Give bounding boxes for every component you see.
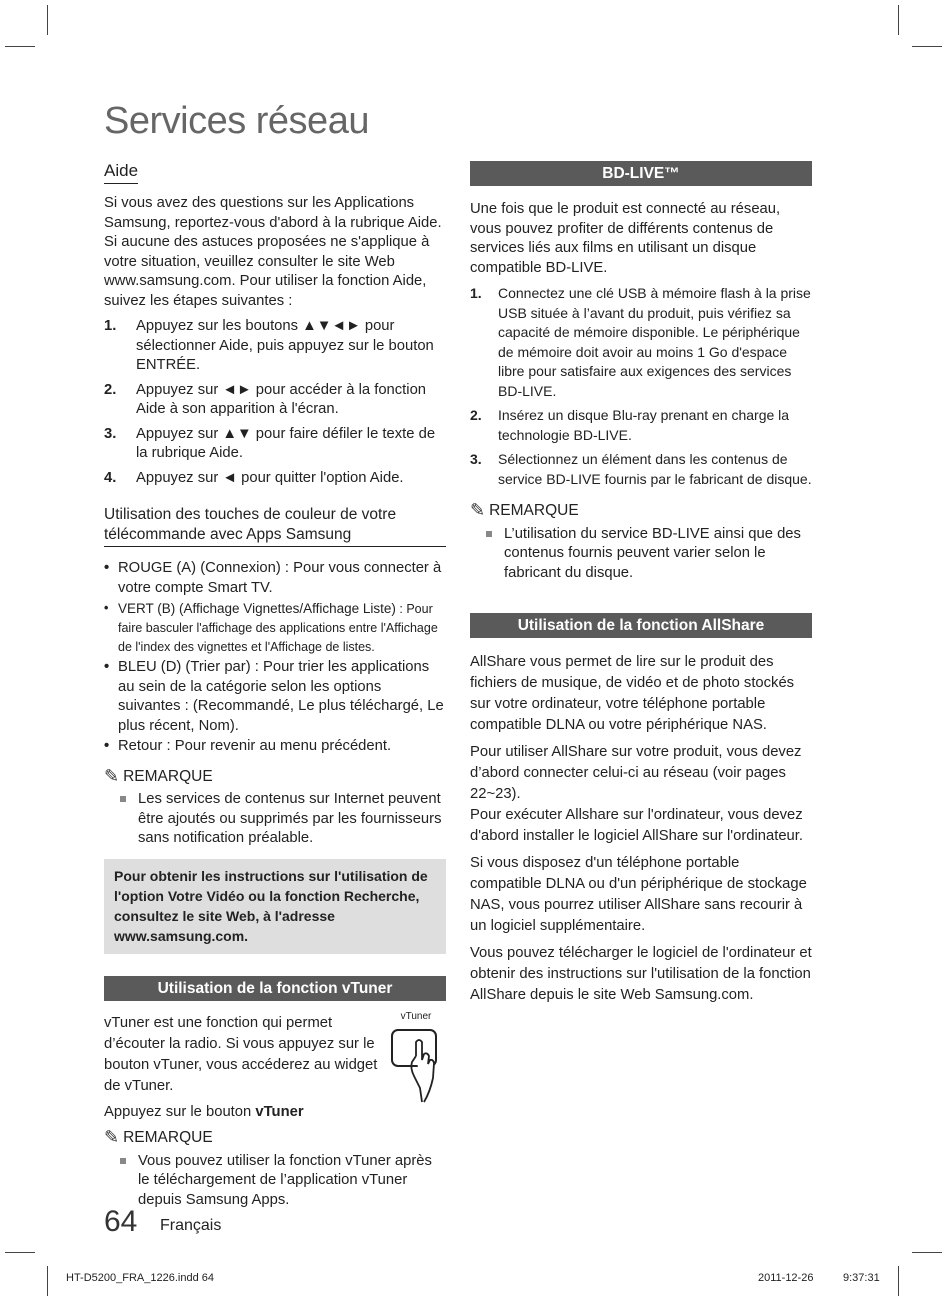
crop-mark — [5, 46, 35, 47]
remarque-heading: ✎ REMARQUE — [104, 765, 213, 786]
remarque-heading: ✎ REMARQUE — [470, 500, 579, 520]
allshare-p3: Pour exécuter Allshare sur l'ordinateur, vous devez d'abord installer le logiciel AllShare sur l'ordinateur. — [470, 807, 804, 844]
aide-intro: Si vous avez des questions sur les Applications Samsung, reportez-vous d'abord à la rubrique Aide. Si aucune des astuces proposées ne s'applique à votre situation, veuillez consulter le site Web www.samsung.com. Pour utiliser la fonction Aide, suivez les étapes suivantes : — [104, 195, 442, 309]
aide-steps — [104, 317, 446, 488]
note: Les services de contenus sur Internet peuvent être ajoutés ou supprimés par les fournisseurs sans notification préalable. — [104, 790, 446, 849]
page-language: Français — [160, 1217, 222, 1234]
bdlive-steps — [470, 284, 812, 489]
aide-step: 1. Appuyez sur les boutons ▲▼◄► pour sélectionner Aide, puis appuyez sur le bouton ENTRÉE. — [104, 318, 434, 373]
bdlive-step: 2. Insérez un disque Blu-ray prenant en charge la technologie BD-LIVE. — [470, 407, 790, 443]
vtuner-text: vTuner est une fonction qui permet d’écouter la radio. Si vous appuyez sur le bouton vTuner, vous accéderez au widget de vTuner. — [104, 1014, 378, 1094]
slug-date: 2011-12-26 — [758, 1272, 814, 1284]
slug-file: HT-D5200_FRA_1226.indd 64 — [66, 1272, 214, 1284]
aide-step: 2. Appuyez sur ◄► pour accéder à la fonction Aide à son apparition à l'écran. — [104, 381, 427, 417]
hand-press-icon — [386, 1026, 446, 1106]
slug-time: 9:37:31 — [843, 1272, 880, 1284]
color-bullets — [104, 559, 446, 757]
bdlive-bar: BD-LIVE™ — [470, 161, 812, 186]
bdlive-step: 3. Sélectionnez un élément dans les contenus de service BD-LIVE fournis par le fabricant de disque. — [470, 451, 812, 487]
aide-heading: Aide — [104, 160, 138, 184]
page-title: Services réseau — [104, 100, 369, 142]
left-column — [104, 160, 446, 1214]
note: Vous pouvez utiliser la fonction vTuner après le téléchargement de l’application vTuner depuis Samsung Apps. — [104, 1152, 446, 1211]
vtuner-press: Appuyez sur le bouton vTuner — [104, 1103, 304, 1120]
info-box: Pour obtenir les instructions sur l'utilisation de l'option Votre Vidéo ou la fonction Recherche, consultez le site Web, à l'adresse www.samsung.com. — [104, 859, 446, 954]
bullet-red: • ROUGE (A) (Connexion) : Pour vous connecter à votre compte Smart TV. — [104, 559, 446, 598]
allshare-p5: Vous pouvez télécharger le logiciel de l'ordinateur et obtenir des instructions sur l'utilisation de la fonction AllShare depuis le site Web Samsung.com. — [470, 945, 812, 1003]
bullet-return: • Retour : Pour revenir au menu précédent. — [104, 737, 446, 757]
remarque-heading: ✎ REMARQUE — [104, 1127, 213, 1147]
crop-mark — [898, 5, 899, 35]
bullet-green: • VERT (B) (Affichage Vignettes/Affichage Liste) : Pour faire basculer l'affichage des applications entre l'Affichage de l'index des vignettes et l'Affichage de listes. — [104, 599, 446, 657]
pencil-icon: ✎ — [104, 765, 120, 786]
pencil-icon: ✎ — [470, 500, 486, 520]
bullet-blue: • BLEU (D) (Trier par) : Pour trier les applications au sein de la catégorie selon les options suivantes : (Recommandé, Le plus téléchargé, Le plus récent, Nom). — [104, 658, 446, 736]
vtuner-bar: Utilisation de la fonction vTuner — [104, 976, 446, 1001]
vtuner-icon-label: vTuner — [400, 1010, 432, 1022]
allshare-p2: Pour utiliser AllShare sur votre produit, vous devez d’abord connecter celui-ci au réseau (voir pages 22~23). — [470, 744, 802, 802]
colors-heading: Utilisation des touches de couleur de votre télécommande avec Apps Samsung — [104, 505, 446, 547]
crop-mark — [47, 5, 48, 35]
bdlive-intro: Une fois que le produit est connecté au réseau, vous pouvez profiter de différents contenus de services liés aux films en utilisant un disque compatible BD-LIVE. — [470, 201, 781, 276]
crop-mark — [5, 1252, 35, 1253]
bdlive-step: 1. Connectez une clé USB à mémoire flash à la prise USB située à l’avant du produit, puis vérifiez sa capacité de mémoire disponible. Le périphérique de mémoire doit avoir au moins 1 Go d'espace libre pour satisfaire aux exigences des services BD-LIVE. — [470, 285, 811, 399]
crop-mark — [47, 1266, 48, 1296]
vtuner-button-icon — [386, 1007, 446, 1097]
allshare-p4: Si vous disposez d'un téléphone portable compatible DLNA ou d'un périphérique de stockage NAS, vous pourrez utiliser AllShare sans recourir à un logiciel supplémentaire. — [470, 855, 807, 934]
vtuner-section — [104, 1010, 446, 1211]
allshare-body — [470, 652, 812, 1006]
crop-mark — [912, 1252, 942, 1253]
aide-step: 3. Appuyez sur ▲▼ pour faire défiler le texte de la rubrique Aide. — [104, 425, 436, 461]
page-number: 64 — [104, 1205, 138, 1238]
crop-mark — [912, 46, 942, 47]
crop-mark — [898, 1266, 899, 1296]
pencil-icon: ✎ — [104, 1127, 120, 1147]
aide-step: 4. Appuyez sur ◄ pour quitter l'option Aide. — [104, 469, 404, 486]
allshare-p1: AllShare vous permet de lire sur le produit des fichiers de musique, de vidéo et de photo stockés sur votre ordinateur, votre téléphone portable compatible DLNA ou votre périphérique NAS. — [470, 654, 795, 733]
allshare-bar: Utilisation de la fonction AllShare — [470, 613, 812, 638]
note: L’utilisation du service BD-LIVE ainsi que des contenus fournis peuvent varier selon le fabricant du disque. — [470, 525, 812, 584]
right-column — [470, 160, 812, 1012]
